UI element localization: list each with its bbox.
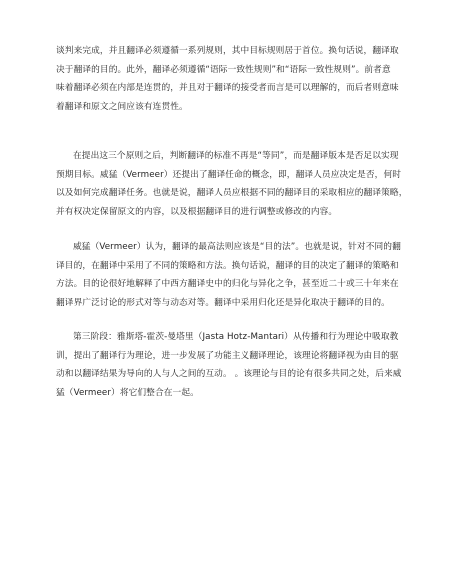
paragraph-2-line-4: 并有权决定保留原文的内容，以及根据翻译目的进行调整或修改的内容。 xyxy=(56,206,338,217)
paragraph-4-line-3: 动和以翻译结果为导向的人与人之间的互动。 。该理论与目的论有很多共同之处，后来威 xyxy=(56,369,402,380)
paragraph-2-line-2: 预期目标。威猛（Vermeer）还提出了翻译任命的概念，即，翻译人员应决定是否，何时 xyxy=(56,169,402,180)
paragraph-1 xyxy=(56,42,422,116)
paragraph-4-line-2: 训，提出了翻译行为理论，进一步发展了功能主义翻译理论，该理论将翻译视为由目的驱 xyxy=(56,350,399,361)
paragraph-3-line-1: 威猛（Vermeer）认为，翻译的最高法则应该是“目的法”。也就是说，针对不同的翻 xyxy=(73,242,401,252)
paragraph-3-line-2: 译目的，在翻译中采用了不同的策略和方法。换句话说，翻译的目的决定了翻译的策略和 xyxy=(56,260,399,271)
paragraph-1-line-1: 谈判来完成，并且翻译必须遵循一系列规则，其中目标规则居于首位。换句话说，翻译取 xyxy=(56,46,399,56)
paragraph-2 xyxy=(56,147,422,221)
paragraph-3-line-4: 翻译界广泛讨论的形式对等与动态对等。翻译中采用归化还是异化取决于翻译的目的。 xyxy=(56,297,390,308)
paragraph-3-line-3: 方法。目的论很好地解释了中西方翻译史中的归化与异化之争，甚至近二十或三十年来在 xyxy=(56,279,399,290)
paragraph-4-line-4: 猛（Vermeer）将它们整合在一起。 xyxy=(56,387,199,398)
paragraph-2-line-3: 以及如何完成翻译任务。也就是说，翻译人员应根据不同的翻译目的采取相应的翻译策略， xyxy=(56,188,408,199)
paragraph-1-line-2: 决于翻译的目的。此外，翻译必须遵循“语际一致性规则”和“语际一致性规则”。前者意 xyxy=(56,64,391,75)
paragraph-3 xyxy=(56,238,422,312)
paragraph-1-line-4: 着翻译和原文之间应该有连贯性。 xyxy=(56,101,188,112)
paragraph-1-line-3: 味着翻译必须在内部是连贯的，并且对于翻译的接受者而言是可以理解的，而后者则意味 xyxy=(56,83,399,94)
paragraph-4-line-1: 第三阶段：雅斯塔-霍茨-曼塔里（Jasta Hotz-Mantari）从传播和行为理论中吸取教 xyxy=(73,332,399,342)
paragraph-2-line-1: 在提出这三个原则之后，判断翻译的标准不再是“等同”，而是翻译版本是否足以实现 xyxy=(73,151,399,161)
paragraph-4 xyxy=(56,328,422,402)
